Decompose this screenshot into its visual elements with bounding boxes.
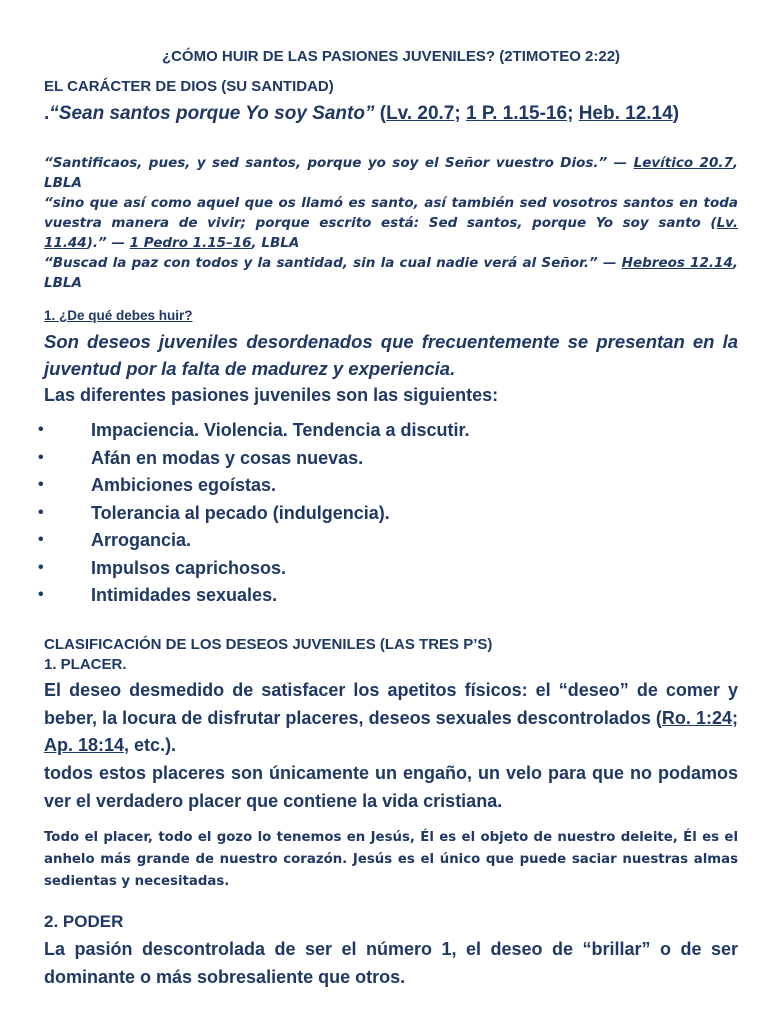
classification-heading: CLASIFICACIÓN DE LOS DESEOS JUVENILES (LAS TRES P’S)	[44, 636, 493, 653]
list-item: • Ambiciones egoístas.	[38, 475, 277, 495]
ref-link-1-pedro-1-15-16[interactable]: 1 Pedro 1.15–16	[129, 235, 252, 251]
bullet-icon: •	[38, 421, 44, 438]
ref-link-lv-20-7[interactable]: Lv. 20.7	[386, 103, 455, 124]
ref-link-1p-1-15[interactable]: 1 P. 1.15-16	[466, 103, 568, 124]
list-item: • Impulsos caprichosos.	[38, 557, 287, 578]
passions-list	[0, 420, 700, 613]
verse-levitico: “Santificaos, pues, y sed santos, porque yo soy el Señor vuestro Dios.” — Levítico 20.7, LBLA	[44, 155, 739, 191]
poder-heading: 2. PODER	[44, 912, 124, 931]
main-quote: .“Sean santos porque Yo soy Santo” (Lv. 20.7; 1 P. 1.15-16; Heb. 12.14)	[44, 103, 680, 124]
bullet-icon: •	[38, 448, 44, 466]
ref-link-ap-18-14[interactable]: Ap. 18:14	[44, 735, 125, 755]
list-item: • Afán en modas y cosas nuevas.	[38, 447, 364, 468]
quote-prefix: .	[44, 103, 50, 124]
verse-citations	[44, 153, 738, 293]
section-heading-santidad: EL CARÁCTER DE DIOS (SU SANTIDAD)	[44, 78, 334, 95]
bullet-icon: •	[38, 476, 44, 493]
poder-paragraph: La pasión descontrolada de ser el número 1, el deseo de “brillar” o de ser dominante o más sobresaliente que otros.	[44, 939, 738, 987]
placer-paragraph-3: Todo el placer, todo el gozo lo tenemos en Jesús, Él es el objeto de nuestro deleite, Él es el anhelo más grande de nuestro corazón. Jesús es el único que puede saciar nuestras almas sedientas y necesitadas.	[44, 830, 738, 889]
document-title: ¿CÓMO HUIR DE LAS PASIONES JUVENILES? (2TIMOTEO 2:22)	[161, 48, 621, 65]
list-item: • Intimidades sexuales.	[38, 585, 278, 605]
ref-link-levitico-20-7[interactable]: Levítico 20.7	[633, 155, 733, 171]
list-item: • Impaciencia. Violencia. Tendencia a discutir.	[38, 420, 470, 440]
question-heading: 1. ¿De qué debes huir?	[44, 308, 193, 323]
list-lead: Las diferentes pasiones juveniles son las siguientes:	[44, 385, 499, 405]
list-item: • Tolerancia al pecado (indulgencia).	[38, 502, 390, 523]
placer-paragraph-2: todos estos placeres son únicamente un engaño, un velo para que no podamos ver el verdadero placer que contiene la vida cristiana.	[44, 763, 738, 811]
bullet-icon: •	[38, 531, 44, 548]
bullet-icon: •	[38, 586, 44, 603]
placer-paragraph: El deseo desmedido de satisfacer los apetitos físicos: el “deseo” de comer y beber, la locura de disfrutar placeres, deseos sexuales descontrolados (Ro. 1:24; Ap. 18:14, etc.).	[44, 680, 739, 755]
bullet-icon: •	[38, 503, 44, 521]
ref-link-ro-1-24[interactable]: Ro. 1:24	[661, 707, 733, 728]
bullet-icon: •	[38, 558, 44, 576]
quote-text: “Sean santos porque Yo soy Santo”	[49, 103, 375, 124]
list-item: • Arrogancia.	[38, 530, 192, 550]
ref-link-lv-11-44[interactable]: Lv. 11.44	[44, 215, 738, 251]
verse-hebreos: “Buscad la paz con todos y la santidad, sin la cual nadie verá al Señor.” — Hebreos 12.14, LBLA	[44, 255, 738, 291]
placer-heading: 1. PLACER.	[44, 656, 127, 673]
verse-1-pedro: “sino que así como aquel que os llamó es santo, así también sed vosotros santos en toda vuestra manera de vivir; porque escrito está: Sed santos, porque Yo soy santo (Lv. 11.44).” — 1 Pedro 1.15–16, LBLA	[44, 195, 738, 251]
intro-paragraph: Son deseos juveniles desordenados que frecuentemente se presentan en la juventud por la falta de madurez y experiencia.	[44, 331, 738, 379]
ref-link-heb-12-14[interactable]: Heb. 12.14	[578, 103, 673, 124]
ref-link-hebreos-12-14[interactable]: Hebreos 12.14	[621, 255, 733, 271]
